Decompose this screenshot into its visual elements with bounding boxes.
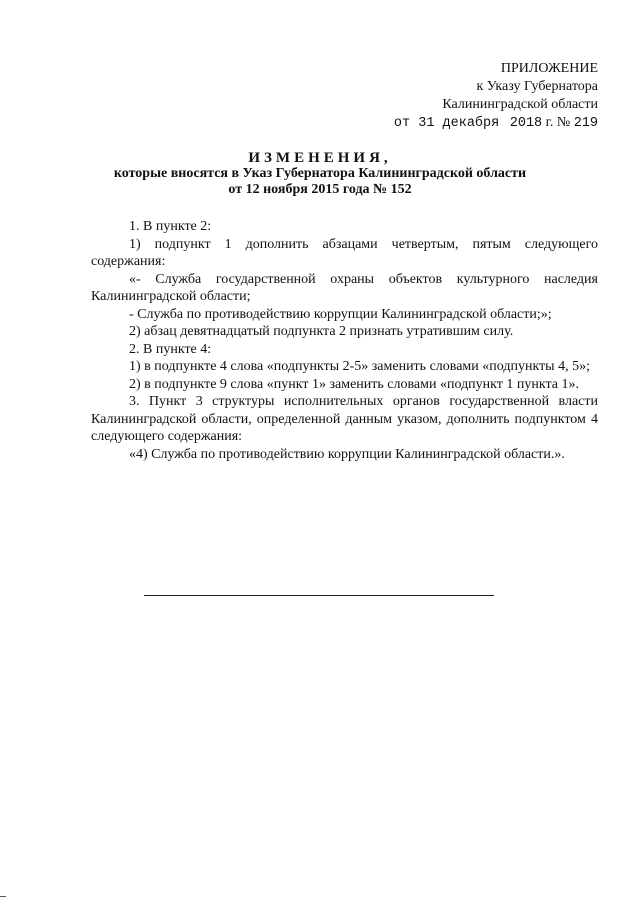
appendix-title: ПРИЛОЖЕНИЕ xyxy=(500,61,598,76)
appendix-reference: к Указу Губернатора xyxy=(476,79,598,94)
document-header xyxy=(0,150,640,198)
document-body xyxy=(91,218,598,463)
paragraph: 2. В пункте 4: xyxy=(129,341,212,357)
separator-line xyxy=(144,595,494,596)
document-title: ИЗМЕНЕНИЯ, xyxy=(248,150,392,166)
paragraph: «4) Служба по противодействию коррупции Калининградской области.». xyxy=(129,446,565,462)
paragraph: 1) подпункт 1 дополнить абзацами четвертым, пятым следующего содержания: xyxy=(91,236,598,269)
scan-mark xyxy=(0,896,6,897)
paragraph: 2) в подпункте 9 слова «пункт 1» заменить словами «подпункт 1 пункта 1». xyxy=(129,376,580,392)
paragraph: 1. В пункте 2: xyxy=(129,219,212,234)
paragraph: 1) в подпункте 4 слова «подпункты 2-5» заменить словами «подпункты 4, 5»; xyxy=(129,359,590,374)
document-subtitle-date: от 12 ноября 2015 года № 152 xyxy=(228,182,412,197)
decree-number: 219 xyxy=(573,116,598,131)
decree-year: 2018 xyxy=(509,116,543,131)
appendix-region: Калининградской области xyxy=(442,97,598,112)
paragraph: «- Служба государственной охраны объектов культурного наследия Калининградской области; xyxy=(91,271,598,304)
decree-number-label: г. № xyxy=(545,115,571,130)
appendix-date-line xyxy=(394,114,598,133)
decree-date: от 31 декабря xyxy=(393,116,500,131)
appendix-block xyxy=(394,60,598,133)
paragraph: - Служба по противодействию коррупции Калининградской области;»; xyxy=(129,306,552,322)
document-subtitle: которые вносятся в Указ Губернатора Калининградской области xyxy=(113,166,527,181)
paragraph: 3. Пункт 3 структуры исполнительных органов государственной власти Калининградской области, определенной данным указом, дополнить подпунктом 4 следующего содержания: xyxy=(91,394,598,444)
paragraph: 2) абзац девятнадцатый подпункта 2 признать утратившим силу. xyxy=(129,324,514,339)
